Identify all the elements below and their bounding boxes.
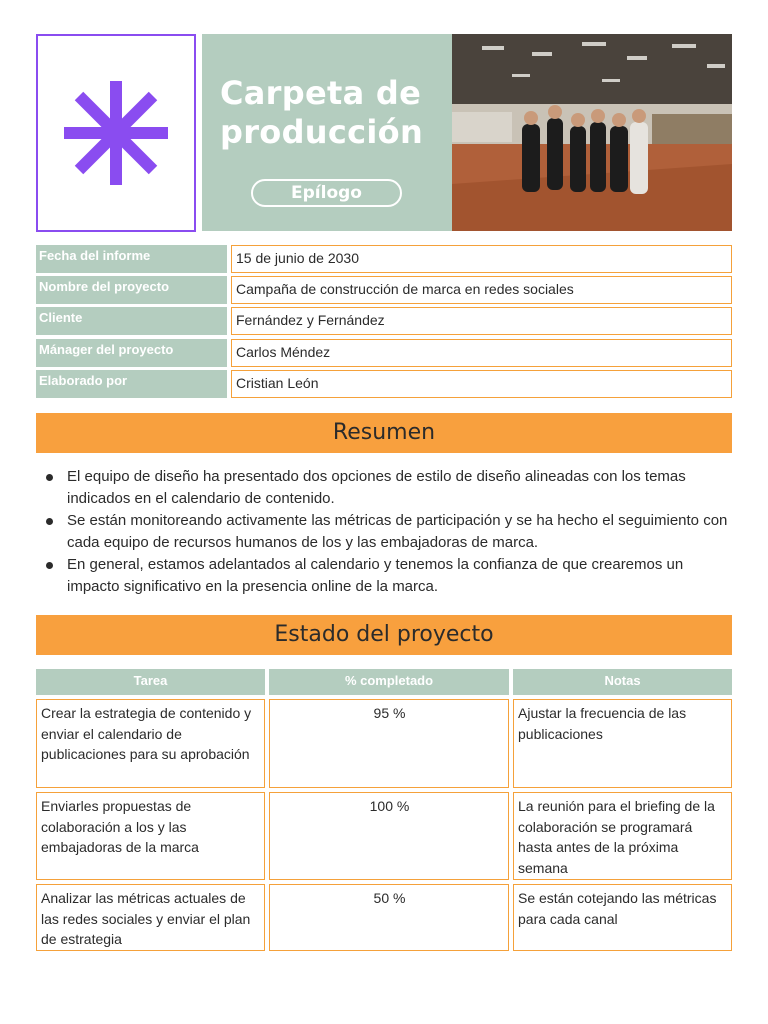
info-value: 15 de junio de 2030 [231, 245, 732, 273]
table-cell-notes: Se están cotejando las métricas para cada canal [513, 884, 732, 951]
info-row-client [36, 307, 732, 335]
column-header-task: Tarea [36, 669, 265, 695]
column-header-notes: Notas [513, 669, 732, 695]
table-cell-percent: 95 % [269, 699, 509, 788]
title-panel [202, 34, 452, 231]
asterisk-icon [56, 73, 176, 193]
info-row-prepared-by [36, 370, 732, 398]
bullet-dot-icon [46, 474, 53, 481]
summary-heading: Resumen [36, 413, 732, 453]
info-label: Elaborado por [36, 370, 227, 398]
table-cell-notes: La reunión para el briefing de la colaboración se programará hasta antes de la próxima semana [513, 792, 732, 880]
info-label: Fecha del informe [36, 245, 227, 273]
info-label: Nombre del proyecto [36, 276, 227, 304]
table-cell-percent: 50 % [269, 884, 509, 951]
info-row-report-date [36, 245, 732, 273]
table-cell-task: Crear la estrategia de contenido y enviar el calendario de publicaciones para su aprobación [36, 699, 265, 788]
info-value: Cristian León [231, 370, 732, 398]
list-item [44, 554, 734, 598]
logo-box [36, 34, 196, 232]
subtitle-pill: Epílogo [251, 179, 402, 207]
info-label: Mánager del proyecto [36, 339, 227, 367]
info-value: Carlos Méndez [231, 339, 732, 367]
table-cell-task: Analizar las métricas actuales de las redes sociales y enviar el plan de estrategia [36, 884, 265, 951]
info-row-project-name [36, 276, 732, 304]
bullet-dot-icon [46, 518, 53, 525]
table-cell-notes: Ajustar la frecuencia de las publicaciones [513, 699, 732, 788]
list-item [44, 510, 734, 554]
info-value: Campaña de construcción de marca en redes sociales [231, 276, 732, 304]
summary-list [44, 466, 734, 598]
info-value: Fernández y Fernández [231, 307, 732, 335]
table-cell-task: Enviarles propuestas de colaboración a los y las embajadoras de la marca [36, 792, 265, 880]
column-header-percent: % completado [269, 669, 509, 695]
bullet-dot-icon [46, 562, 53, 569]
list-item [44, 466, 734, 510]
bullet-text: En general, estamos adelantados al calendario y tenemos la confianza de que crearemos un impacto significativo en la presencia online de la marca. [67, 556, 684, 595]
table-cell-percent: 100 % [269, 792, 509, 880]
team-photo [452, 34, 732, 231]
info-row-project-manager [36, 339, 732, 367]
page-title: Carpeta de producción [220, 74, 424, 151]
bullet-text: El equipo de diseño ha presentado dos opciones de estilo de diseño alineadas con los temas indicados en el calendario de contenido. [67, 468, 686, 507]
status-heading: Estado del proyecto [36, 615, 732, 655]
bullet-text: Se están monitoreando activamente las métricas de participación y se ha hecho el seguimiento con cada equipo de recursos humanos de los y las embajadoras de marca. [67, 512, 728, 551]
info-label: Cliente [36, 307, 227, 335]
